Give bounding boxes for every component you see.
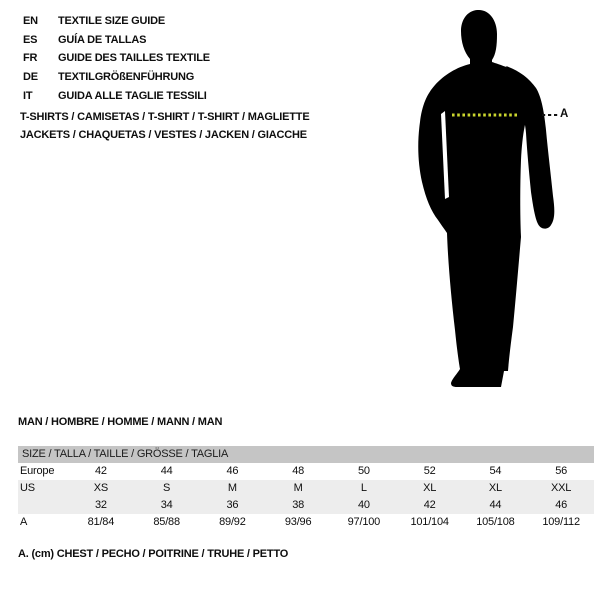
product-type-jackets: JACKETS / CHAQUETAS / VESTES / JACKEN / GIACCHE: [20, 129, 307, 141]
language-row: [23, 12, 210, 31]
size-cell: 44: [160, 465, 173, 477]
size-cell: 48: [292, 465, 305, 477]
section-title: MAN / HOMBRE / HOMME / MANN / MAN: [18, 416, 223, 428]
size-cell: M: [227, 482, 237, 494]
size-cell: 36: [226, 499, 239, 511]
row-label: A: [20, 516, 28, 528]
size-cell: 109/112: [542, 516, 580, 528]
size-cell: 34: [160, 499, 173, 511]
language-row: [23, 86, 210, 105]
size-cell: XL: [423, 482, 437, 494]
man-silhouette: [405, 5, 565, 390]
size-cell: 89/92: [219, 516, 246, 528]
size-cell: XL: [488, 482, 502, 494]
size-cell: 52: [423, 465, 436, 477]
size-cell: 50: [357, 465, 370, 477]
size-cell: M: [293, 482, 303, 494]
size-cell: 85/88: [153, 516, 180, 528]
language-code: EN: [23, 15, 38, 28]
man-body-shape: [418, 10, 536, 387]
size-cell: 93/96: [284, 516, 312, 528]
language-code: IT: [23, 89, 33, 102]
size-cell: 38: [292, 499, 305, 511]
size-cell: 56: [555, 465, 568, 477]
size-cell: 46: [555, 499, 568, 511]
language-title: TEXTILGRÖßENFÜHRUNG: [58, 71, 195, 84]
table-row-chest-a: [18, 514, 594, 531]
size-table: [18, 446, 594, 531]
language-title: TEXTILE SIZE GUIDE: [58, 15, 166, 28]
measure-label-a: A: [560, 108, 569, 120]
table-row-us: [18, 480, 594, 497]
size-cell: 101/104: [410, 516, 449, 528]
size-cell: 97/100: [347, 516, 381, 528]
size-cell: 40: [357, 499, 370, 511]
size-cell: S: [163, 482, 171, 494]
product-type-list: [20, 108, 309, 144]
size-cell: 46: [226, 465, 239, 477]
language-code: DE: [23, 71, 38, 84]
row-label: [18, 497, 68, 514]
language-code: FR: [23, 52, 38, 65]
size-cell: 105/108: [476, 516, 515, 528]
language-list: [23, 12, 210, 105]
language-row: [23, 49, 210, 68]
language-title: GUIDE DES TAILLES TEXTILE: [58, 52, 210, 65]
size-cell: 44: [489, 499, 502, 511]
size-cell: 54: [489, 465, 502, 477]
size-cell: XXL: [551, 482, 572, 494]
size-cell: L: [360, 482, 367, 494]
row-label: Europe: [20, 465, 55, 477]
table-row-numeric: [18, 497, 594, 514]
size-cell: 42: [423, 499, 436, 511]
language-code: ES: [23, 33, 38, 46]
language-title: GUIDA ALLE TAGLIE TESSILI: [58, 89, 207, 102]
size-cell: 81/84: [87, 516, 115, 528]
language-row: [23, 31, 210, 50]
row-label: US: [20, 482, 35, 494]
size-cell: 32: [94, 499, 107, 511]
measurement-footnote: A. (cm) CHEST / PECHO / POITRINE / TRUHE / PETTO: [18, 548, 289, 560]
size-cell: 42: [94, 465, 107, 477]
size-table-header: SIZE / TALLA / TAILLE / GRÖSSE / TAGLIA: [18, 446, 594, 463]
language-title: GUÍA DE TALLAS: [58, 33, 147, 46]
size-cell: XS: [93, 482, 109, 494]
table-row-europe: [18, 463, 594, 480]
language-row: [23, 68, 210, 87]
product-type-tshirts: T-SHIRTS / CAMISETAS / T-SHIRT / T-SHIRT / MAGLIETTE: [20, 111, 310, 123]
